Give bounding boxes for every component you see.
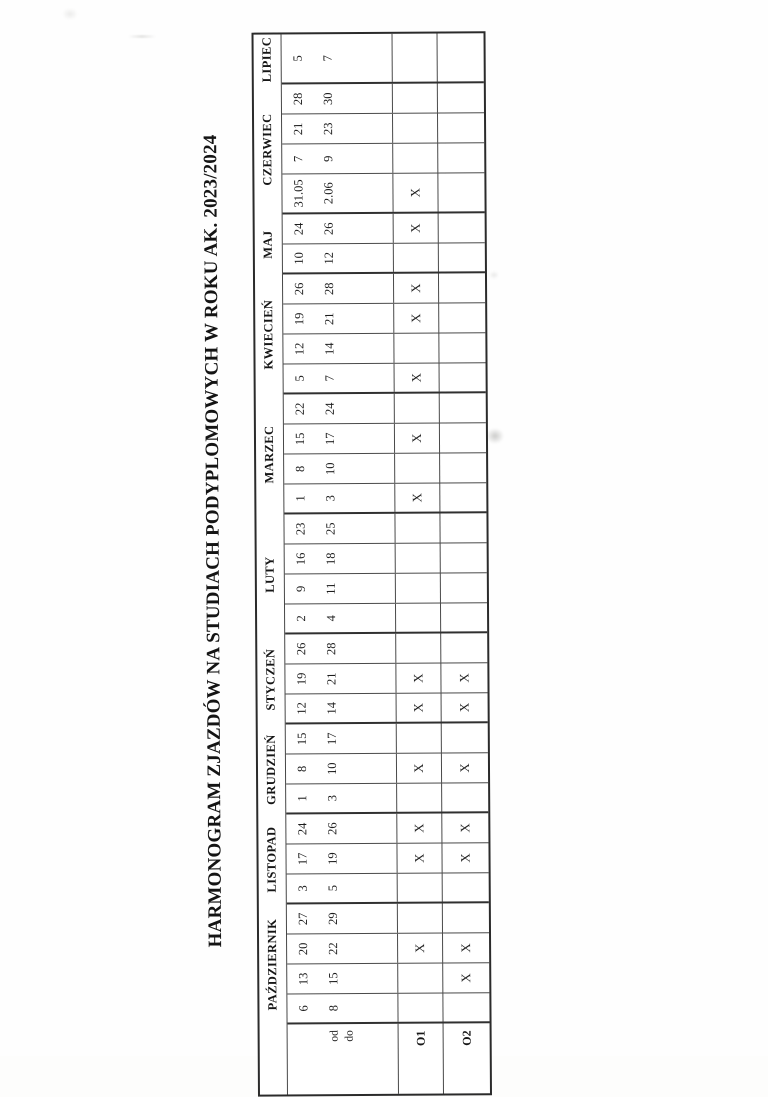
weekend-date-2: 21 — [314, 304, 344, 333]
weekend-date-1: 15 — [285, 424, 315, 453]
weekend-date-1: 19 — [284, 304, 314, 333]
weekend-date-2: 23 — [313, 114, 343, 143]
o2-mark-cell — [440, 573, 487, 602]
weekends-row — [285, 633, 488, 724]
o2-mark-cell — [438, 213, 485, 242]
weekend-date-1: 3 — [288, 874, 318, 902]
month-name: KWIECIEŃ — [255, 275, 284, 395]
weekend-date-2: 5 — [318, 874, 348, 902]
o1-mark-cell: X — [393, 214, 438, 243]
o1-mark-cell — [392, 34, 437, 82]
weekend-column — [286, 813, 488, 844]
o1-mark-cell — [397, 964, 442, 993]
weekend-date-1: 31.05 — [283, 174, 313, 212]
weekend-column — [282, 173, 484, 214]
month-group-6 — [256, 393, 487, 514]
scan-smudge — [128, 35, 156, 38]
o2-mark-cell — [440, 543, 487, 572]
o1-mark-cell — [393, 244, 438, 272]
o1-mark-cell — [394, 394, 439, 423]
o2-mark-cell — [439, 513, 486, 542]
weekend-date-2: 14 — [314, 334, 344, 363]
month-group-3 — [258, 723, 489, 814]
weekend-column — [285, 633, 487, 664]
month-name: GRUDZIEŃ — [258, 724, 287, 814]
month-name: STYCZEŃ — [257, 634, 286, 724]
weekend-dates — [286, 784, 396, 813]
weekend-column — [286, 693, 488, 724]
month-group-2 — [258, 813, 489, 904]
weekend-dates — [286, 694, 396, 723]
o2-mark-cell — [441, 723, 488, 752]
o1-mark-cell: X — [396, 844, 441, 873]
weekend-dates — [282, 114, 392, 144]
weekend-dates — [282, 174, 392, 213]
weekend-date-1: 21 — [283, 114, 313, 143]
o1-mark-cell: X — [396, 694, 441, 722]
weekend-date-1: 17 — [287, 844, 317, 873]
weekend-date-2: 9 — [313, 144, 343, 173]
weekend-dates — [287, 934, 397, 964]
month-name: LUTY — [256, 514, 285, 634]
weekend-date-2: 30 — [313, 84, 343, 113]
o2-mark-cell: X — [441, 843, 488, 872]
weekend-date-2: 26 — [317, 814, 347, 843]
weekend-date-1: 9 — [286, 574, 316, 603]
weekend-date-2: 14 — [317, 694, 347, 722]
weekend-column — [286, 753, 488, 784]
weekend-date-1: 27 — [288, 904, 318, 933]
weekend-column — [283, 333, 485, 364]
o1-mark-cell — [396, 784, 441, 812]
o1-mark-cell: X — [393, 304, 438, 333]
weekend-dates — [287, 994, 397, 1023]
scan-smudge — [489, 271, 499, 279]
o1-mark-cell — [394, 454, 439, 483]
weekend-date-1: 19 — [286, 664, 316, 693]
o1-mark-cell: X — [392, 174, 437, 212]
month-name: MARZEC — [256, 394, 285, 514]
o1-mark-cell — [395, 574, 440, 603]
weekend-dates — [285, 664, 395, 694]
weekend-date-1: 28 — [283, 84, 313, 113]
weekend-column — [282, 143, 484, 174]
weekends-row — [282, 33, 484, 84]
o2-mark-cell — [437, 173, 484, 211]
weekend-date-2: 7 — [315, 364, 345, 392]
o1-mark-cell: X — [394, 364, 439, 392]
weekend-date-1: 20 — [288, 934, 318, 963]
weekends-row — [286, 813, 489, 904]
row-labels-column — [260, 1023, 490, 1094]
weekend-date-1: 16 — [286, 544, 316, 573]
weekend-date-2: 11 — [316, 574, 346, 603]
weekend-date-2: 21 — [316, 664, 346, 693]
weekend-column — [284, 483, 486, 514]
o2-mark-cell — [437, 83, 484, 112]
weekend-dates — [286, 844, 396, 874]
o2-mark-cell — [437, 33, 484, 81]
weekend-date-1: 24 — [287, 814, 317, 843]
weekends-row — [287, 903, 490, 1024]
weekend-dates — [283, 334, 393, 364]
scan-smudge — [486, 428, 504, 444]
weekend-dates — [283, 244, 393, 273]
weekend-column — [286, 843, 488, 874]
weekend-column — [284, 363, 486, 394]
weekend-date-1: 8 — [287, 754, 317, 783]
weekend-date-2: 17 — [315, 424, 345, 453]
weekend-date-1: 5 — [283, 34, 313, 82]
weekend-dates — [284, 454, 394, 484]
weekend-date-1: 24 — [284, 214, 314, 243]
o1-mark-cell — [395, 634, 440, 663]
month-group-8 — [255, 213, 485, 274]
o1-mark-cell: X — [395, 664, 440, 693]
weekend-date-2: 18 — [316, 544, 346, 573]
weekend-date-2: 24 — [315, 394, 345, 423]
o2-mark-cell: X — [440, 663, 487, 692]
weekend-column — [285, 603, 487, 634]
weekend-dates — [286, 814, 396, 844]
weekend-column — [286, 723, 488, 754]
o1-mark-cell: X — [394, 424, 439, 453]
weekend-dates — [282, 84, 392, 114]
weekends-row — [282, 83, 485, 214]
weekend-dates — [284, 484, 394, 513]
weekend-column — [287, 933, 489, 964]
weekend-dates — [284, 424, 394, 454]
o1-mark-cell — [393, 334, 438, 363]
weekend-date-1: 26 — [284, 274, 314, 303]
weekends-row — [283, 273, 486, 394]
o2-mark-cell — [442, 903, 489, 932]
weekend-date-1: 7 — [283, 144, 313, 173]
o2-mark-cell — [439, 453, 486, 482]
weekend-date-1: 1 — [287, 784, 317, 812]
weekends-row — [286, 723, 489, 814]
weekend-date-1: 26 — [286, 634, 316, 663]
o2-mark-cell — [442, 873, 489, 901]
weekend-date-1: 23 — [285, 514, 315, 543]
weekend-column — [285, 543, 487, 574]
date-from-label: od — [328, 1030, 343, 1094]
o2-mark-cell — [437, 143, 484, 172]
weekends-row — [284, 393, 487, 514]
o2-mark-cell — [438, 303, 485, 332]
weekend-dates — [284, 394, 394, 424]
weekend-dates — [285, 544, 395, 574]
month-name: LIPIEC — [254, 35, 282, 85]
weekend-column — [284, 393, 486, 424]
weekend-date-2: 26 — [314, 214, 344, 243]
o1-mark-cell — [392, 84, 437, 113]
weekend-dates — [285, 574, 395, 604]
weekend-dates — [283, 274, 393, 304]
o1-mark-cell — [395, 544, 440, 573]
month-group-5 — [256, 513, 487, 634]
month-group-10 — [254, 33, 484, 84]
weekend-column — [284, 513, 486, 544]
scan-smudge — [62, 8, 78, 20]
weekend-date-1: 13 — [288, 964, 318, 993]
weekend-date-1: 22 — [285, 394, 315, 423]
o2-mark-cell: X — [441, 813, 488, 842]
o2-mark-cell — [440, 633, 487, 662]
o2-mark-cell — [441, 783, 488, 811]
group-o2-label: O2 — [443, 1023, 490, 1093]
o2-mark-cell: X — [441, 693, 488, 721]
weekend-date-2: 4 — [316, 604, 346, 632]
rotated-schedule-sheet — [198, 35, 492, 1097]
weekend-dates — [285, 634, 395, 664]
weekend-column — [286, 783, 488, 814]
weekends-row — [283, 213, 485, 274]
o1-mark-cell: X — [394, 484, 439, 512]
weekend-dates — [286, 724, 396, 754]
o2-mark-cell: X — [442, 933, 489, 962]
weekend-column — [283, 273, 485, 304]
o2-mark-cell: X — [441, 753, 488, 782]
weekend-date-1: 6 — [288, 994, 318, 1022]
month-group-4 — [257, 633, 488, 724]
o2-mark-cell — [439, 423, 486, 452]
month-name: MAJ — [255, 215, 283, 275]
weekend-column — [284, 423, 486, 454]
o1-mark-cell — [392, 114, 437, 143]
weekend-column — [283, 213, 485, 244]
weekend-date-2: 8 — [318, 994, 348, 1022]
o2-mark-cell — [438, 243, 485, 271]
o1-mark-cell: X — [396, 754, 441, 783]
weekend-dates — [287, 874, 397, 903]
weekend-date-2: 7 — [313, 34, 343, 82]
o1-mark-cell — [394, 514, 439, 543]
o2-mark-cell — [438, 273, 485, 302]
o2-mark-cell — [438, 333, 485, 362]
weekend-dates — [282, 34, 392, 83]
o1-mark-cell — [397, 994, 442, 1022]
o1-mark-cell — [395, 604, 440, 632]
o1-mark-cell: X — [396, 814, 441, 843]
document-title: HARMONOGRAM ZJAZDÓW NA STUDIACH PODYPLOMOWYCH W ROKU AK. 2023/2024 — [198, 37, 230, 1097]
weekend-date-2: 3 — [315, 484, 345, 512]
o1-mark-cell: X — [397, 934, 442, 963]
weekend-column — [282, 33, 484, 84]
weekend-date-1: 5 — [285, 364, 315, 392]
weekend-dates — [283, 304, 393, 334]
weekend-date-2: 3 — [317, 784, 347, 812]
weekend-date-2: 12 — [314, 244, 344, 272]
date-row-labels — [288, 1024, 398, 1095]
weekend-date-2: 19 — [317, 844, 347, 873]
weekend-date-2: 17 — [317, 724, 347, 753]
weekend-date-1: 2 — [286, 604, 316, 632]
weekend-date-1: 15 — [287, 724, 317, 753]
o1-mark-cell: X — [393, 274, 438, 303]
weekend-date-2: 15 — [318, 964, 348, 993]
weekend-date-1: 1 — [285, 484, 315, 512]
weekend-date-1: 8 — [285, 454, 315, 483]
weekend-date-2: 10 — [315, 454, 345, 483]
o2-mark-cell — [439, 363, 486, 391]
date-to-label: do — [343, 1030, 358, 1094]
weekend-date-2: 25 — [315, 514, 345, 543]
weekend-column — [282, 83, 484, 114]
month-group-7 — [255, 273, 486, 394]
o1-mark-cell — [397, 874, 442, 902]
weekend-dates — [282, 144, 392, 174]
o2-mark-cell — [439, 393, 486, 422]
weekend-dates — [284, 364, 394, 393]
month-name: CZERWIEC — [254, 85, 283, 215]
o2-mark-cell — [442, 993, 489, 1021]
o2-mark-cell — [439, 483, 486, 511]
weekend-column — [287, 873, 489, 904]
o2-mark-cell — [440, 603, 487, 631]
weekend-date-2: 10 — [317, 754, 347, 783]
schedule-table — [251, 31, 491, 1096]
month-name: LISTOPAD — [258, 814, 287, 904]
weekend-dates — [284, 514, 394, 544]
month-name: PAŹDZIERNIK — [259, 904, 288, 1024]
weekend-date-1: 12 — [284, 334, 314, 363]
weekends-row — [284, 513, 487, 634]
month-group-1 — [259, 903, 490, 1024]
weekend-column — [285, 573, 487, 604]
weekend-date-2: 2.06 — [313, 174, 343, 212]
o1-mark-cell — [396, 724, 441, 753]
o2-mark-cell — [437, 113, 484, 142]
weekend-column — [283, 243, 485, 274]
weekend-date-2: 28 — [314, 274, 344, 303]
weekend-dates — [286, 754, 396, 784]
o2-mark-cell: X — [442, 963, 489, 992]
corner-cell — [260, 1024, 288, 1094]
weekend-column — [283, 303, 485, 334]
weekend-column — [287, 963, 489, 994]
weekend-dates — [285, 604, 395, 633]
weekend-date-2: 29 — [318, 904, 348, 933]
weekend-column — [287, 993, 489, 1024]
weekend-date-1: 10 — [284, 244, 314, 272]
o1-mark-cell — [392, 144, 437, 173]
month-group-9 — [254, 83, 485, 214]
weekend-dates — [287, 964, 397, 994]
weekend-dates — [287, 904, 397, 934]
weekend-column — [282, 113, 484, 144]
group-o1-label: O1 — [398, 1024, 443, 1094]
weekend-date-1: 12 — [287, 694, 317, 722]
weekend-date-2: 22 — [318, 934, 348, 963]
o1-mark-cell — [397, 904, 442, 933]
weekend-dates — [283, 214, 393, 244]
weekend-column — [287, 903, 489, 934]
weekend-date-2: 28 — [316, 634, 346, 663]
weekend-column — [284, 453, 486, 484]
weekend-column — [285, 663, 487, 694]
